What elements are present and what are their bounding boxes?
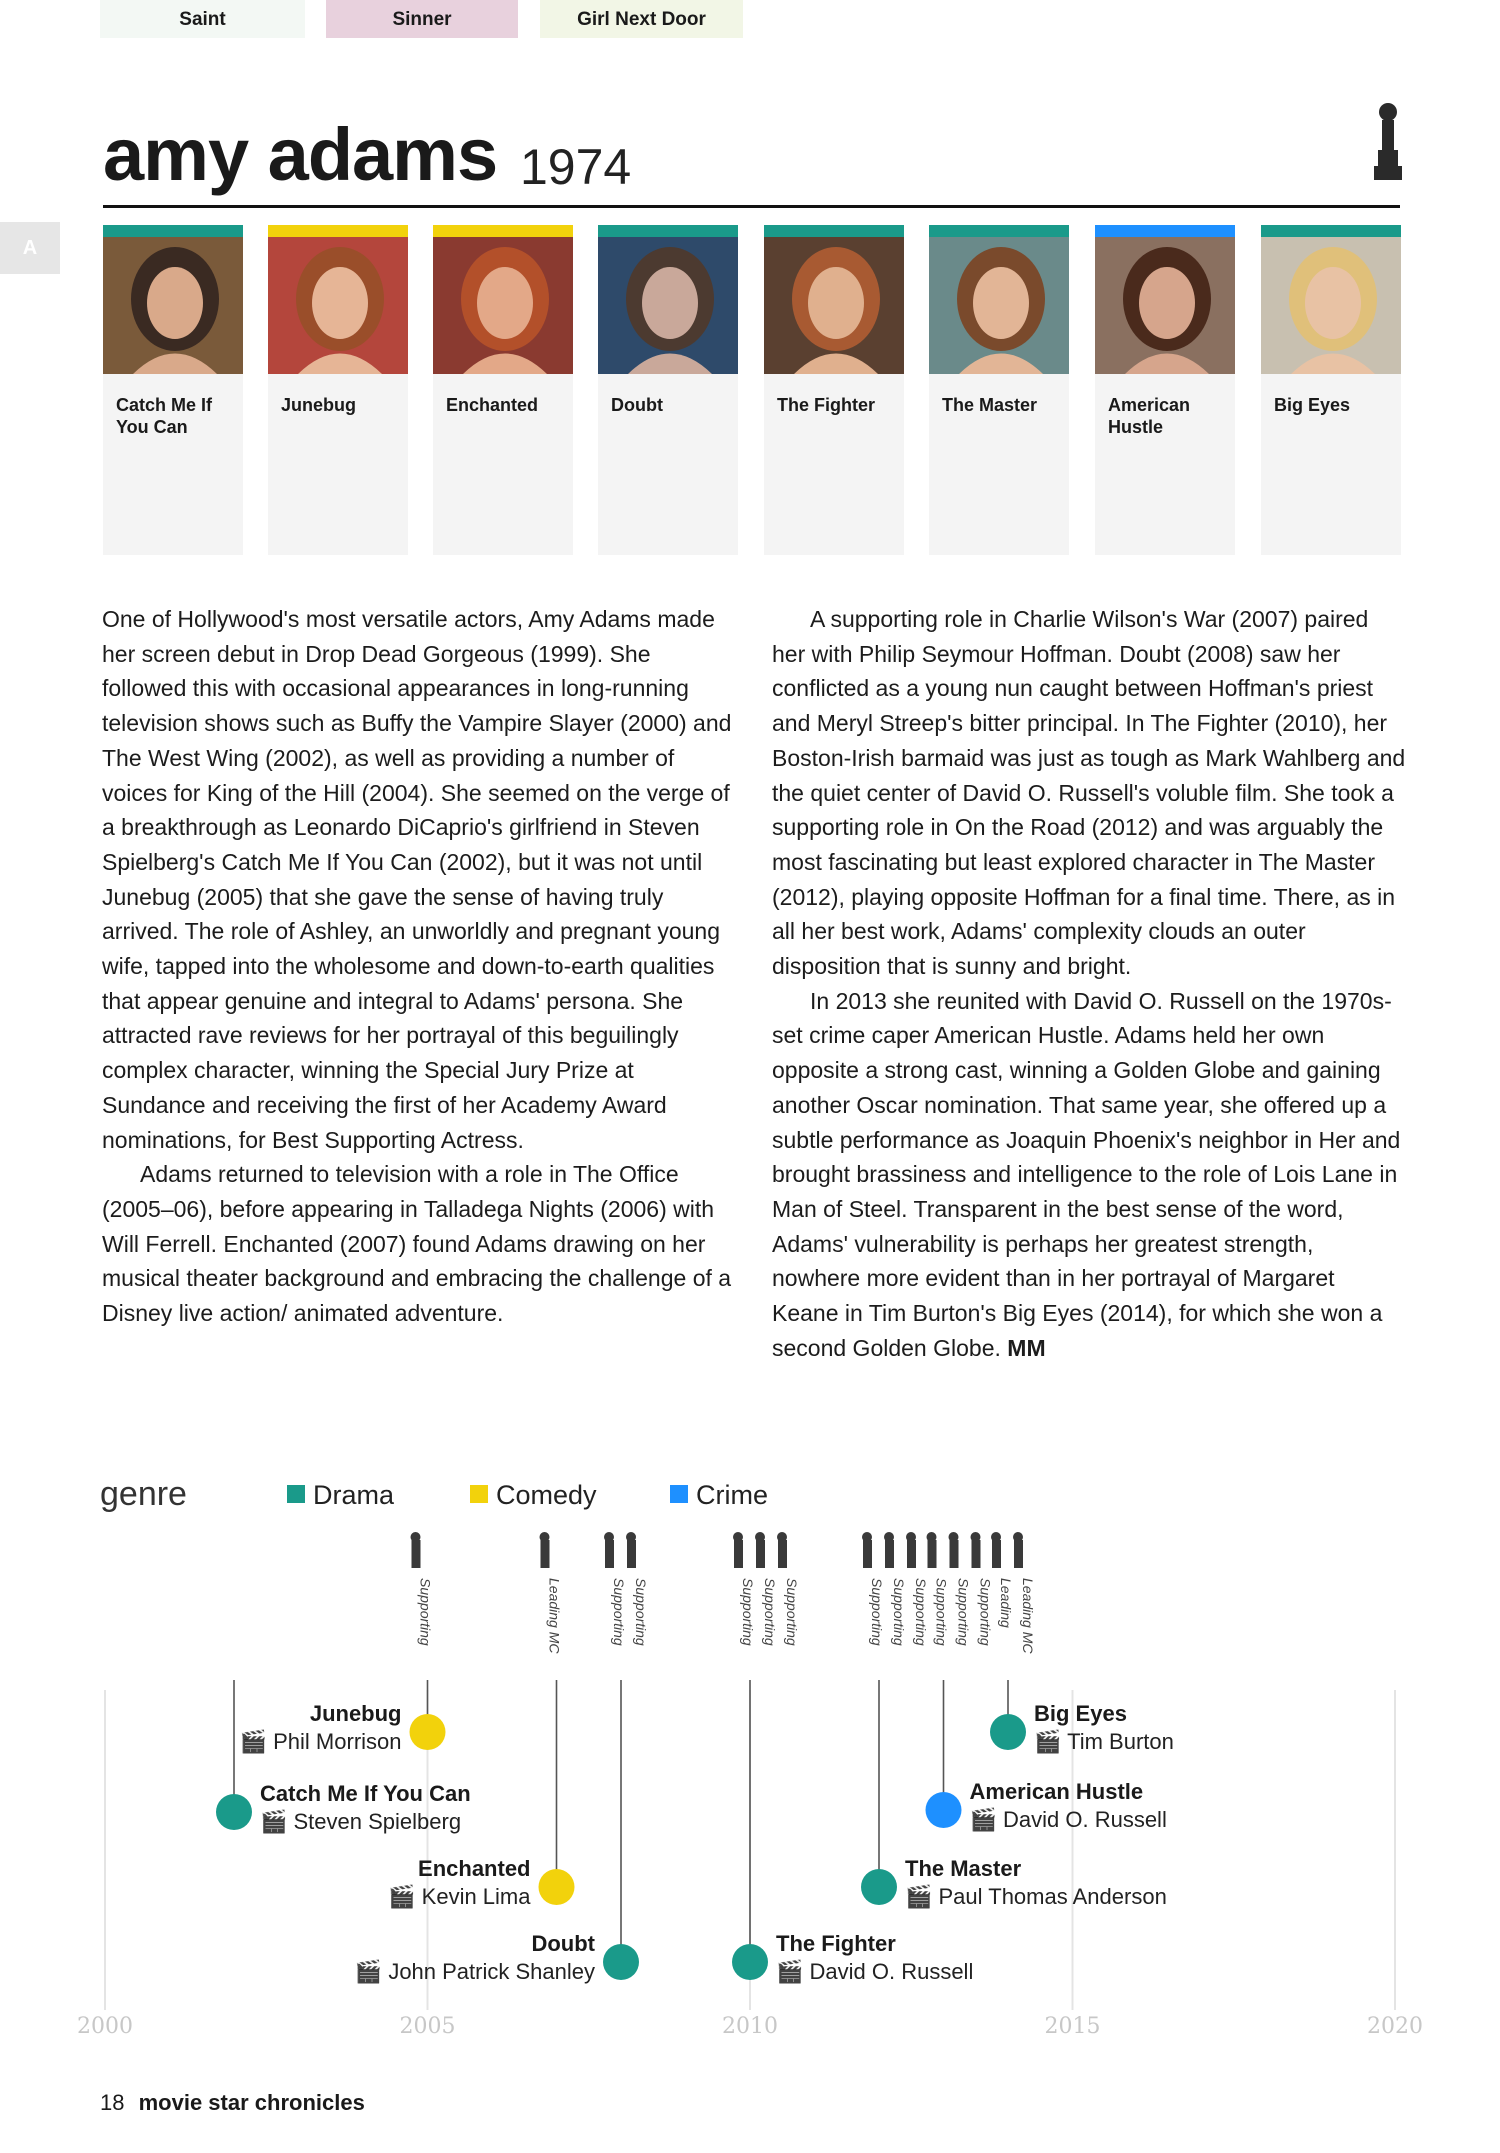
category-tabs bbox=[0, 0, 1500, 40]
timeline-entry[interactable] bbox=[260, 1780, 620, 1836]
award-statuette-icon bbox=[605, 1540, 614, 1568]
timeline-dot bbox=[539, 1869, 575, 1905]
timeline-film-title: Enchanted bbox=[418, 1856, 531, 1881]
award-statuette-head bbox=[949, 1532, 959, 1542]
film-still-photo bbox=[103, 237, 243, 374]
film-card-title: The Fighter bbox=[777, 395, 875, 415]
film-card-title: Junebug bbox=[281, 395, 356, 415]
award-statuette-icon bbox=[885, 1540, 894, 1568]
award-statuette-head bbox=[604, 1532, 614, 1542]
timeline-director: 🎬 Paul Thomas Anderson bbox=[905, 1884, 1167, 1909]
award-statuette-icon bbox=[928, 1540, 937, 1568]
award-statuette-icon bbox=[950, 1540, 959, 1568]
award-statuette-icon bbox=[627, 1540, 636, 1568]
award-statuette-head bbox=[411, 1532, 421, 1542]
timeline-director: 🎬 Tim Burton bbox=[1034, 1729, 1174, 1754]
award-statuette-icon bbox=[412, 1540, 421, 1568]
award-category-label: Supporting bbox=[933, 1578, 950, 1646]
bio-paragraph: One of Hollywood's most versatile actors, Amy Adams made her screen debut in Drop Dead Gorgeous (1999). She followed this with occasional appearances in long-running television shows such as Buffy the Vampire Slayer (2000) and The West Wing (2002), as well as providing a number of voices for King of the Hill (2004). She seemed on the verge of a breakthrough as Leonardo DiCaprio's girlfriend in Steven Spielberg's Catch Me If You Can (2002), but it was not until Junebug (2005) that she gave the sense of having truly arrived. The role of Ashley, an unworldly and pregnant young wife, tapped into the wholesome and down-to-earth qualities that appear genuine and integral to Adams' persona. She attracted rave reviews for her portrayal of this beguilingly complex character, winning the Special Jury Prize at Sundance and receiving the first of her Academy Award nominations, for Best Supporting Actress. bbox=[102, 606, 732, 1153]
film-card[interactable] bbox=[1095, 225, 1235, 555]
timeline-dot bbox=[861, 1869, 897, 1905]
timeline-entry[interactable] bbox=[1034, 1700, 1394, 1756]
bio-paragraph: A supporting role in Charlie Wilson's War (2007) paired her with Philip Seymour Hoffman. Doubt (2008) saw her conflicted as a young nun caught between Hoffman's priest and Meryl Streep's bitter principal. In The Fighter (2010), her Boston-Irish barmaid was just as tough as Mark Wahlberg and the quiet center of David O. Russell's voluble film. She took a supporting role in On the Road (2012) and was arguably the most fascinating but least explored character in The Master (2012), playing opposite Hoffman for a final time. There, as in all her best work, Adams' complexity clouds an outer disposition that is sunny and bright. bbox=[772, 606, 1406, 980]
award-category-label: Leading bbox=[998, 1578, 1014, 1628]
award-statuette-icon bbox=[863, 1540, 872, 1568]
award-category-label: Supporting bbox=[784, 1578, 800, 1646]
page-number: 18 bbox=[100, 2090, 125, 2115]
film-card[interactable] bbox=[598, 225, 738, 555]
timeline-film-title: The Fighter bbox=[776, 1931, 896, 1956]
book-title: movie star chronicles bbox=[138, 2090, 365, 2115]
award-statuette-head bbox=[971, 1532, 981, 1542]
axis-tick-label: 2005 bbox=[399, 2014, 456, 2039]
side-index-tab: A bbox=[0, 222, 60, 274]
award-statuette-icon bbox=[734, 1540, 743, 1568]
award-category-label: Supporting bbox=[977, 1578, 994, 1646]
film-card-title: Doubt bbox=[611, 395, 663, 415]
tab-girl-next-door[interactable]: Girl Next Door bbox=[540, 0, 743, 38]
timeline-director: 🎬 John Patrick Shanley bbox=[354, 1959, 595, 1984]
award-statuette-head bbox=[1013, 1532, 1023, 1542]
legend-drama: Drama bbox=[287, 1480, 394, 1511]
timeline-film-title: Doubt bbox=[531, 1931, 595, 1956]
genre-color-bar bbox=[268, 225, 408, 237]
genre-color-bar bbox=[764, 225, 904, 237]
film-still-photo bbox=[929, 237, 1069, 374]
film-still-photo bbox=[598, 237, 738, 374]
award-statuette-head bbox=[862, 1532, 872, 1542]
genre-color-bar bbox=[1261, 225, 1401, 237]
award-statuette-icon bbox=[1014, 1540, 1023, 1568]
timeline-director: 🎬 Steven Spielberg bbox=[260, 1809, 462, 1834]
actor-name: amy adams bbox=[103, 113, 498, 196]
axis-tick-label: 2010 bbox=[722, 2014, 778, 2039]
timeline-dot bbox=[216, 1794, 252, 1830]
timeline-film-title: Junebug bbox=[309, 1701, 402, 1726]
award-statuette-head bbox=[991, 1532, 1001, 1542]
film-still-photo bbox=[764, 237, 904, 374]
film-card[interactable] bbox=[1261, 225, 1401, 555]
timeline-director: 🎬 Phil Morrison bbox=[239, 1729, 402, 1754]
drama-swatch bbox=[287, 1485, 305, 1503]
axis-tick-label: 2020 bbox=[1367, 2014, 1423, 2039]
timeline-entry[interactable] bbox=[970, 1778, 1330, 1834]
award-category-label: Supporting bbox=[762, 1578, 778, 1646]
award-category-label: Supporting bbox=[913, 1578, 929, 1646]
award-statuette-icon bbox=[756, 1540, 765, 1568]
film-card-title: Catch Me If You Can bbox=[116, 395, 213, 437]
award-statuette-icon bbox=[992, 1540, 1001, 1568]
page-footer bbox=[100, 2090, 365, 2116]
film-card-title: The Master bbox=[942, 395, 1038, 415]
header-rule bbox=[103, 205, 1400, 208]
birth-year: 1974 bbox=[520, 139, 632, 195]
film-card[interactable] bbox=[433, 225, 573, 555]
timeline-entry[interactable] bbox=[235, 1930, 595, 1986]
award-category-label: Leading MC bbox=[546, 1578, 563, 1654]
timeline-entry[interactable] bbox=[171, 1855, 531, 1911]
award-statuette-head bbox=[927, 1532, 937, 1542]
bio-paragraph: Adams returned to television with a role in The Office (2005–06), before appearing in Talladega Nights (2006) with Will Ferrell. Enchanted (2007) found Adams drawing on her musical theater background and embracing the challenge of a Disney live action/ animated adventure. bbox=[102, 1161, 732, 1327]
award-category-label: Supporting bbox=[955, 1578, 972, 1646]
bio-paragraph: In 2013 she reunited with David O. Russell on the 1970s-set crime caper American Hustle. Adams held her own opposite a strong cast, winning a Golden Globe and gaining another Oscar nomination. That same year, she offered up a subtle performance as Joaquin Phoenix's neighbor in Her and brought brassiness and intelligence to the role of Lois Lane in Man of Steel. Transparent in the best sense of the word, Adams' vulnerability is perhaps her greatest strength, nowhere more evident than in her portrayal of Margaret Keane in Tim Burton's Big Eyes (2014), for which she won a second Golden Globe. MM bbox=[772, 987, 1401, 1361]
genre-color-bar bbox=[929, 225, 1069, 237]
award-statuette-icon bbox=[972, 1540, 981, 1568]
bio-column-right bbox=[772, 602, 1407, 1365]
timeline-entry[interactable] bbox=[42, 1700, 402, 1756]
genre-color-bar bbox=[598, 225, 738, 237]
timeline-entry[interactable] bbox=[776, 1930, 1136, 1986]
genre-heading: genre bbox=[100, 1475, 187, 1513]
timeline-film-title: Big Eyes bbox=[1034, 1701, 1127, 1726]
genre-color-bar bbox=[1095, 225, 1235, 237]
timeline-film-title: American Hustle bbox=[969, 1779, 1144, 1804]
legend-crime: Crime bbox=[670, 1480, 768, 1511]
award-category-label: Supporting bbox=[740, 1578, 756, 1646]
legend-comedy: Comedy bbox=[470, 1480, 597, 1511]
timeline-director: 🎬 David O. Russell bbox=[776, 1959, 974, 1984]
award-statuette-head bbox=[626, 1532, 636, 1542]
award-statuette-icon bbox=[778, 1540, 787, 1568]
bio-column-left bbox=[102, 602, 737, 1331]
timeline-entry[interactable] bbox=[905, 1855, 1265, 1911]
film-card[interactable] bbox=[929, 225, 1069, 555]
timeline-dot bbox=[926, 1792, 962, 1828]
award-category-label: Leading MC bbox=[1020, 1578, 1036, 1654]
axis-tick-label: 2000 bbox=[77, 2014, 133, 2039]
award-statuette-icon bbox=[541, 1540, 550, 1568]
film-card[interactable] bbox=[764, 225, 904, 555]
award-category-label: Supporting bbox=[611, 1578, 627, 1646]
film-still-photo bbox=[433, 237, 573, 374]
timeline-film-title: The Master bbox=[905, 1856, 1022, 1881]
comedy-swatch bbox=[470, 1485, 488, 1503]
film-card[interactable] bbox=[103, 225, 243, 555]
film-still-photo bbox=[1095, 237, 1235, 374]
film-card[interactable] bbox=[268, 225, 408, 555]
award-statuette-head bbox=[884, 1532, 894, 1542]
timeline-dot bbox=[732, 1944, 768, 1980]
author-initials: MM bbox=[1007, 1334, 1046, 1361]
award-category-label: Supporting bbox=[633, 1578, 649, 1646]
timeline-director: 🎬 Kevin Lima bbox=[388, 1884, 531, 1909]
film-still-photo bbox=[1261, 237, 1401, 374]
timeline-film-title: Catch Me If You Can bbox=[260, 1781, 471, 1806]
award-category-label: Supporting bbox=[417, 1578, 434, 1646]
genre-color-bar bbox=[433, 225, 573, 237]
tab-sinner[interactable]: Sinner bbox=[326, 0, 518, 38]
award-statuette-head bbox=[906, 1532, 916, 1542]
timeline-dot bbox=[410, 1714, 446, 1750]
timeline-dot bbox=[990, 1714, 1026, 1750]
award-statuette-icon bbox=[1369, 100, 1407, 182]
award-statuette-head bbox=[755, 1532, 765, 1542]
film-still-photo bbox=[268, 237, 408, 374]
award-statuette-head bbox=[540, 1532, 550, 1542]
tab-saint[interactable]: Saint bbox=[100, 0, 305, 38]
award-statuette-head bbox=[777, 1532, 787, 1542]
award-statuette-head bbox=[733, 1532, 743, 1542]
film-card-title: Big Eyes bbox=[1274, 395, 1351, 415]
film-card-title: American Hustle bbox=[1108, 395, 1191, 437]
award-category-label: Supporting bbox=[869, 1578, 885, 1646]
timeline-director: 🎬 David O. Russell bbox=[969, 1807, 1167, 1832]
timeline-dot bbox=[603, 1944, 639, 1980]
award-statuette-icon bbox=[907, 1540, 916, 1568]
film-card-title: Enchanted bbox=[446, 395, 539, 415]
crime-swatch bbox=[670, 1485, 688, 1503]
genre-color-bar bbox=[103, 225, 243, 237]
award-category-label: Supporting bbox=[891, 1578, 907, 1646]
axis-tick-label: 2015 bbox=[1044, 2014, 1101, 2039]
